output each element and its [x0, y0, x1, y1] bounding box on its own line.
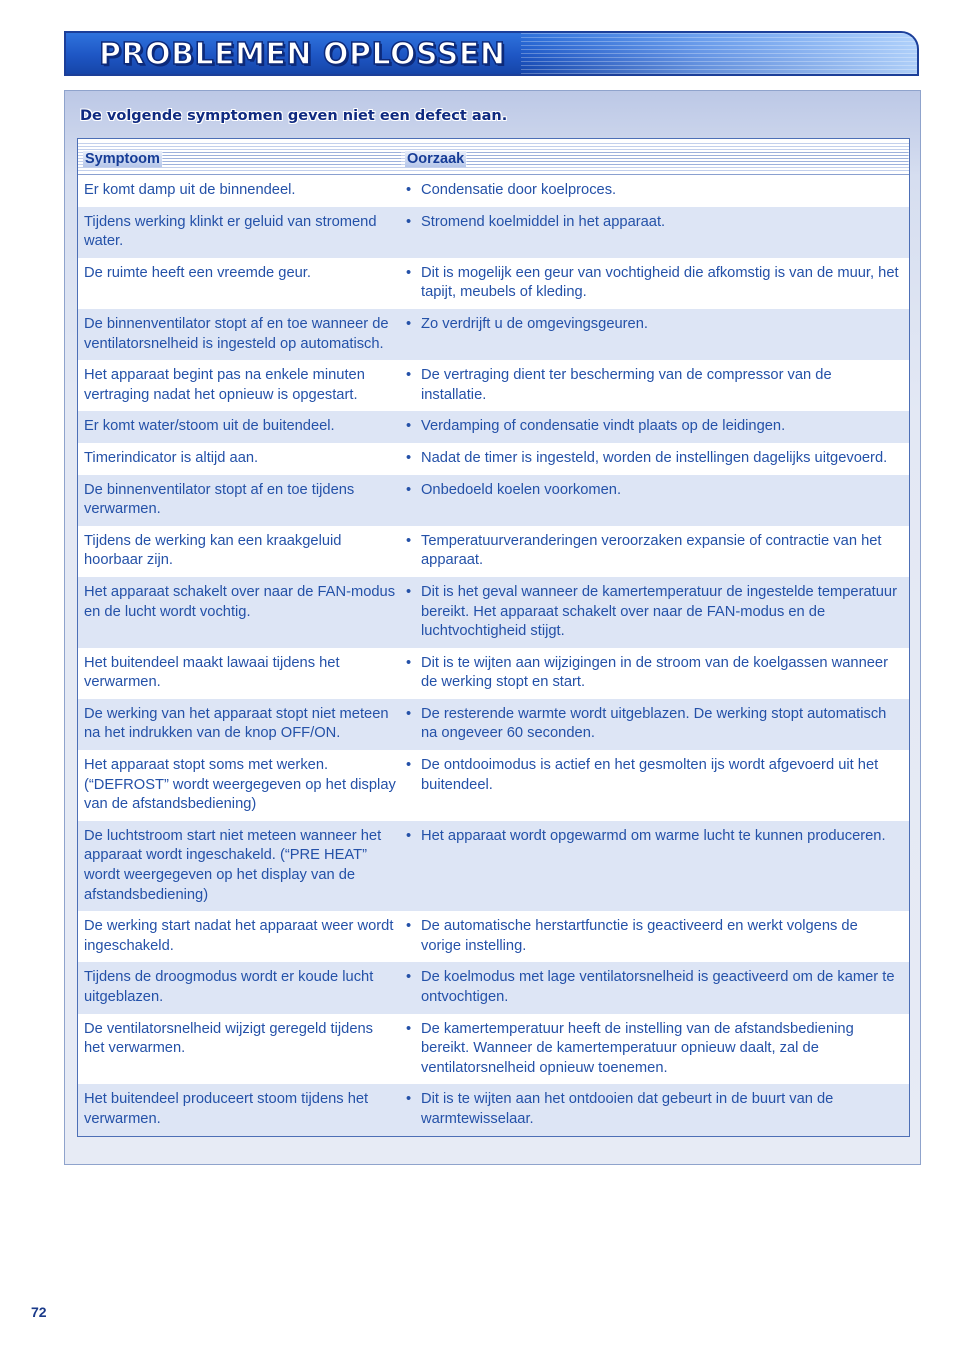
bullet: • [406, 918, 412, 935]
symptom-cell: Het apparaat schakelt over naar de FAN-modus en de lucht wordt vochtig. [84, 583, 396, 620]
symptom-cell: De werking start nadat het apparaat weer wordt ingeschakeld. [84, 918, 394, 954]
table-row [78, 175, 909, 207]
bullet: • [406, 827, 412, 844]
content-panel [64, 90, 921, 1165]
table-row [78, 648, 909, 699]
symptom-cell: Timerindicator is altijd aan. [84, 449, 259, 466]
troubleshooting-table [77, 138, 910, 1137]
bullet: • [406, 583, 412, 600]
cause-cell: • Dit is te wijten aan wijzigingen in de stroom van de koelgassen wanneer de werking stopt en start. [400, 648, 909, 699]
symptom-cell: De ruimte heeft een vreemde geur. [84, 264, 311, 281]
table-row [78, 821, 909, 911]
table-row [78, 309, 909, 360]
column-header-symptom: Symptoom [83, 150, 401, 167]
symptom-cell: Het buitendeel produceert stoom tijdens het verwarmen. [84, 1091, 369, 1127]
bullet: • [406, 705, 412, 722]
bullet: • [406, 654, 412, 671]
table-header [78, 139, 909, 175]
table-row [78, 475, 909, 526]
symptom-cell: De binnenventilator stopt af en toe tijdens verwarmen. [84, 481, 355, 518]
bullet: • [406, 481, 412, 498]
bullet: • [406, 264, 412, 281]
bullet: • [406, 315, 412, 332]
bullet: • [406, 449, 412, 466]
bullet: • [406, 367, 412, 384]
cause-cell: • Stromend koelmiddel in het apparaat. [400, 207, 909, 258]
table-row [78, 699, 909, 750]
bullet: • [406, 532, 412, 549]
table-row [78, 443, 909, 475]
header-stripes [521, 33, 917, 74]
symptom-cell: Tijdens werking klinkt er geluid van stromend water. [84, 213, 377, 250]
column-header-cause: Oorzaak [405, 150, 908, 167]
cause-cell: • Condensatie door koelproces. [400, 175, 909, 207]
cause-cell: • De ontdooimodus is actief en het gesmolten ijs wordt afgevoerd uit het buitendeel. [400, 750, 909, 821]
symptom-cell: Het buitendeel maakt lawaai tijdens het verwarmen. [84, 654, 340, 691]
cause-cell: • Nadat de timer is ingesteld, worden de instellingen dagelijks uitgevoerd. [400, 443, 909, 475]
cause-cell: • Het apparaat wordt opgewarmd om warme lucht te kunnen produceren. [400, 821, 909, 911]
table-row [78, 360, 909, 411]
symptom-cell: Tijdens de droogmodus wordt er koude lucht uitgeblazen. [84, 969, 374, 1005]
symptom-cell: De ventilatorsnelheid wijzigt geregeld tijdens het verwarmen. [84, 1020, 374, 1057]
table-row [78, 911, 909, 962]
cause-cell: • De automatische herstartfunctie is geactiveerd en werkt volgens de vorige instelling. [400, 911, 909, 962]
table-row [78, 258, 909, 309]
table-row [78, 1084, 909, 1135]
cause-cell: • Dit is te wijten aan het ontdooien dat gebeurt in de buurt van de warmtewisselaar. [400, 1084, 909, 1135]
cause-cell: • Dit is mogelijk een geur van vochtigheid die afkomstig is van de muur, het tapijt, meubels of kleding. [400, 258, 909, 309]
symptom-cell: De luchtstroom start niet meteen wanneer het apparaat wordt ingeschakeld. (“PRE HEAT” wordt weergegeven op het display van de afstandsbediening) [84, 827, 382, 903]
bullet: • [406, 418, 412, 435]
table-row [78, 411, 909, 443]
section-subtitle: De volgende symptomen geven niet een defect aan. [80, 108, 508, 124]
cause-cell: • Temperatuurveranderingen veroorzaken expansie of contractie van het apparaat. [400, 526, 909, 577]
page-number: 72 [31, 1304, 47, 1320]
symptom-cell: Het apparaat begint pas na enkele minuten vertraging nadat het opnieuw is opgestart. [84, 367, 365, 403]
table-row [78, 962, 909, 1013]
bullet: • [406, 213, 412, 230]
cause-cell: • De koelmodus met lage ventilatorsnelheid is geactiveerd om de kamer te ontvochtigen. [400, 962, 909, 1013]
header-banner [64, 31, 919, 76]
cause-cell: • Verdamping of condensatie vindt plaats op de leidingen. [400, 411, 909, 443]
bullet: • [406, 1020, 412, 1037]
symptom-cell: Er komt damp uit de binnendeel. [84, 182, 296, 198]
cause-cell: • Dit is het geval wanneer de kamertemperatuur de ingestelde temperatuur bereikt. Het apparaat schakelt over naar de FAN-modus en de luchtvochtigheid stijgt. [400, 577, 909, 648]
symptom-cell: De werking van het apparaat stopt niet meteen na het indrukken van de knop OFF/ON. [84, 705, 389, 742]
symptom-cell: Tijdens de werking kan een kraakgeluid hoorbaar zijn. [84, 532, 342, 569]
cause-cell: • De vertraging dient ter bescherming van de compressor van de installatie. [400, 360, 909, 411]
cause-cell: • Zo verdrijft u de omgevingsgeuren. [400, 309, 909, 360]
cause-cell: • De resterende warmte wordt uitgeblazen. De werking stopt automatisch na ongeveer 60 seconden. [400, 699, 909, 750]
cause-cell: • Onbedoeld koelen voorkomen. [400, 475, 909, 526]
symptom-cell: De binnenventilator stopt af en toe wanneer de ventilatorsnelheid is ingesteld op automatisch. [84, 315, 389, 352]
table-row [78, 577, 909, 648]
table-row [78, 750, 909, 821]
table-row [78, 207, 909, 258]
bullet: • [406, 969, 412, 986]
bullet: • [406, 757, 412, 774]
symptom-cell: Er komt water/stoom uit de buitendeel. [84, 418, 335, 435]
table-row [78, 526, 909, 577]
cause-cell: • De kamertemperatuur heeft de instelling van de afstandsbediening bereikt. Wanneer de kamertemperatuur opnieuw daalt, zal de ventilatorsnelheid opnieuw toenemen. [400, 1014, 909, 1085]
bullet: • [406, 182, 412, 198]
table-row [78, 1014, 909, 1085]
bullet: • [406, 1091, 412, 1108]
page-title: PROBLEMEN OPLOSSEN [99, 37, 506, 72]
symptom-cell: Het apparaat stopt soms met werken. (“DEFROST” wordt weergegeven op het display van de afstandsbediening) [84, 757, 396, 813]
